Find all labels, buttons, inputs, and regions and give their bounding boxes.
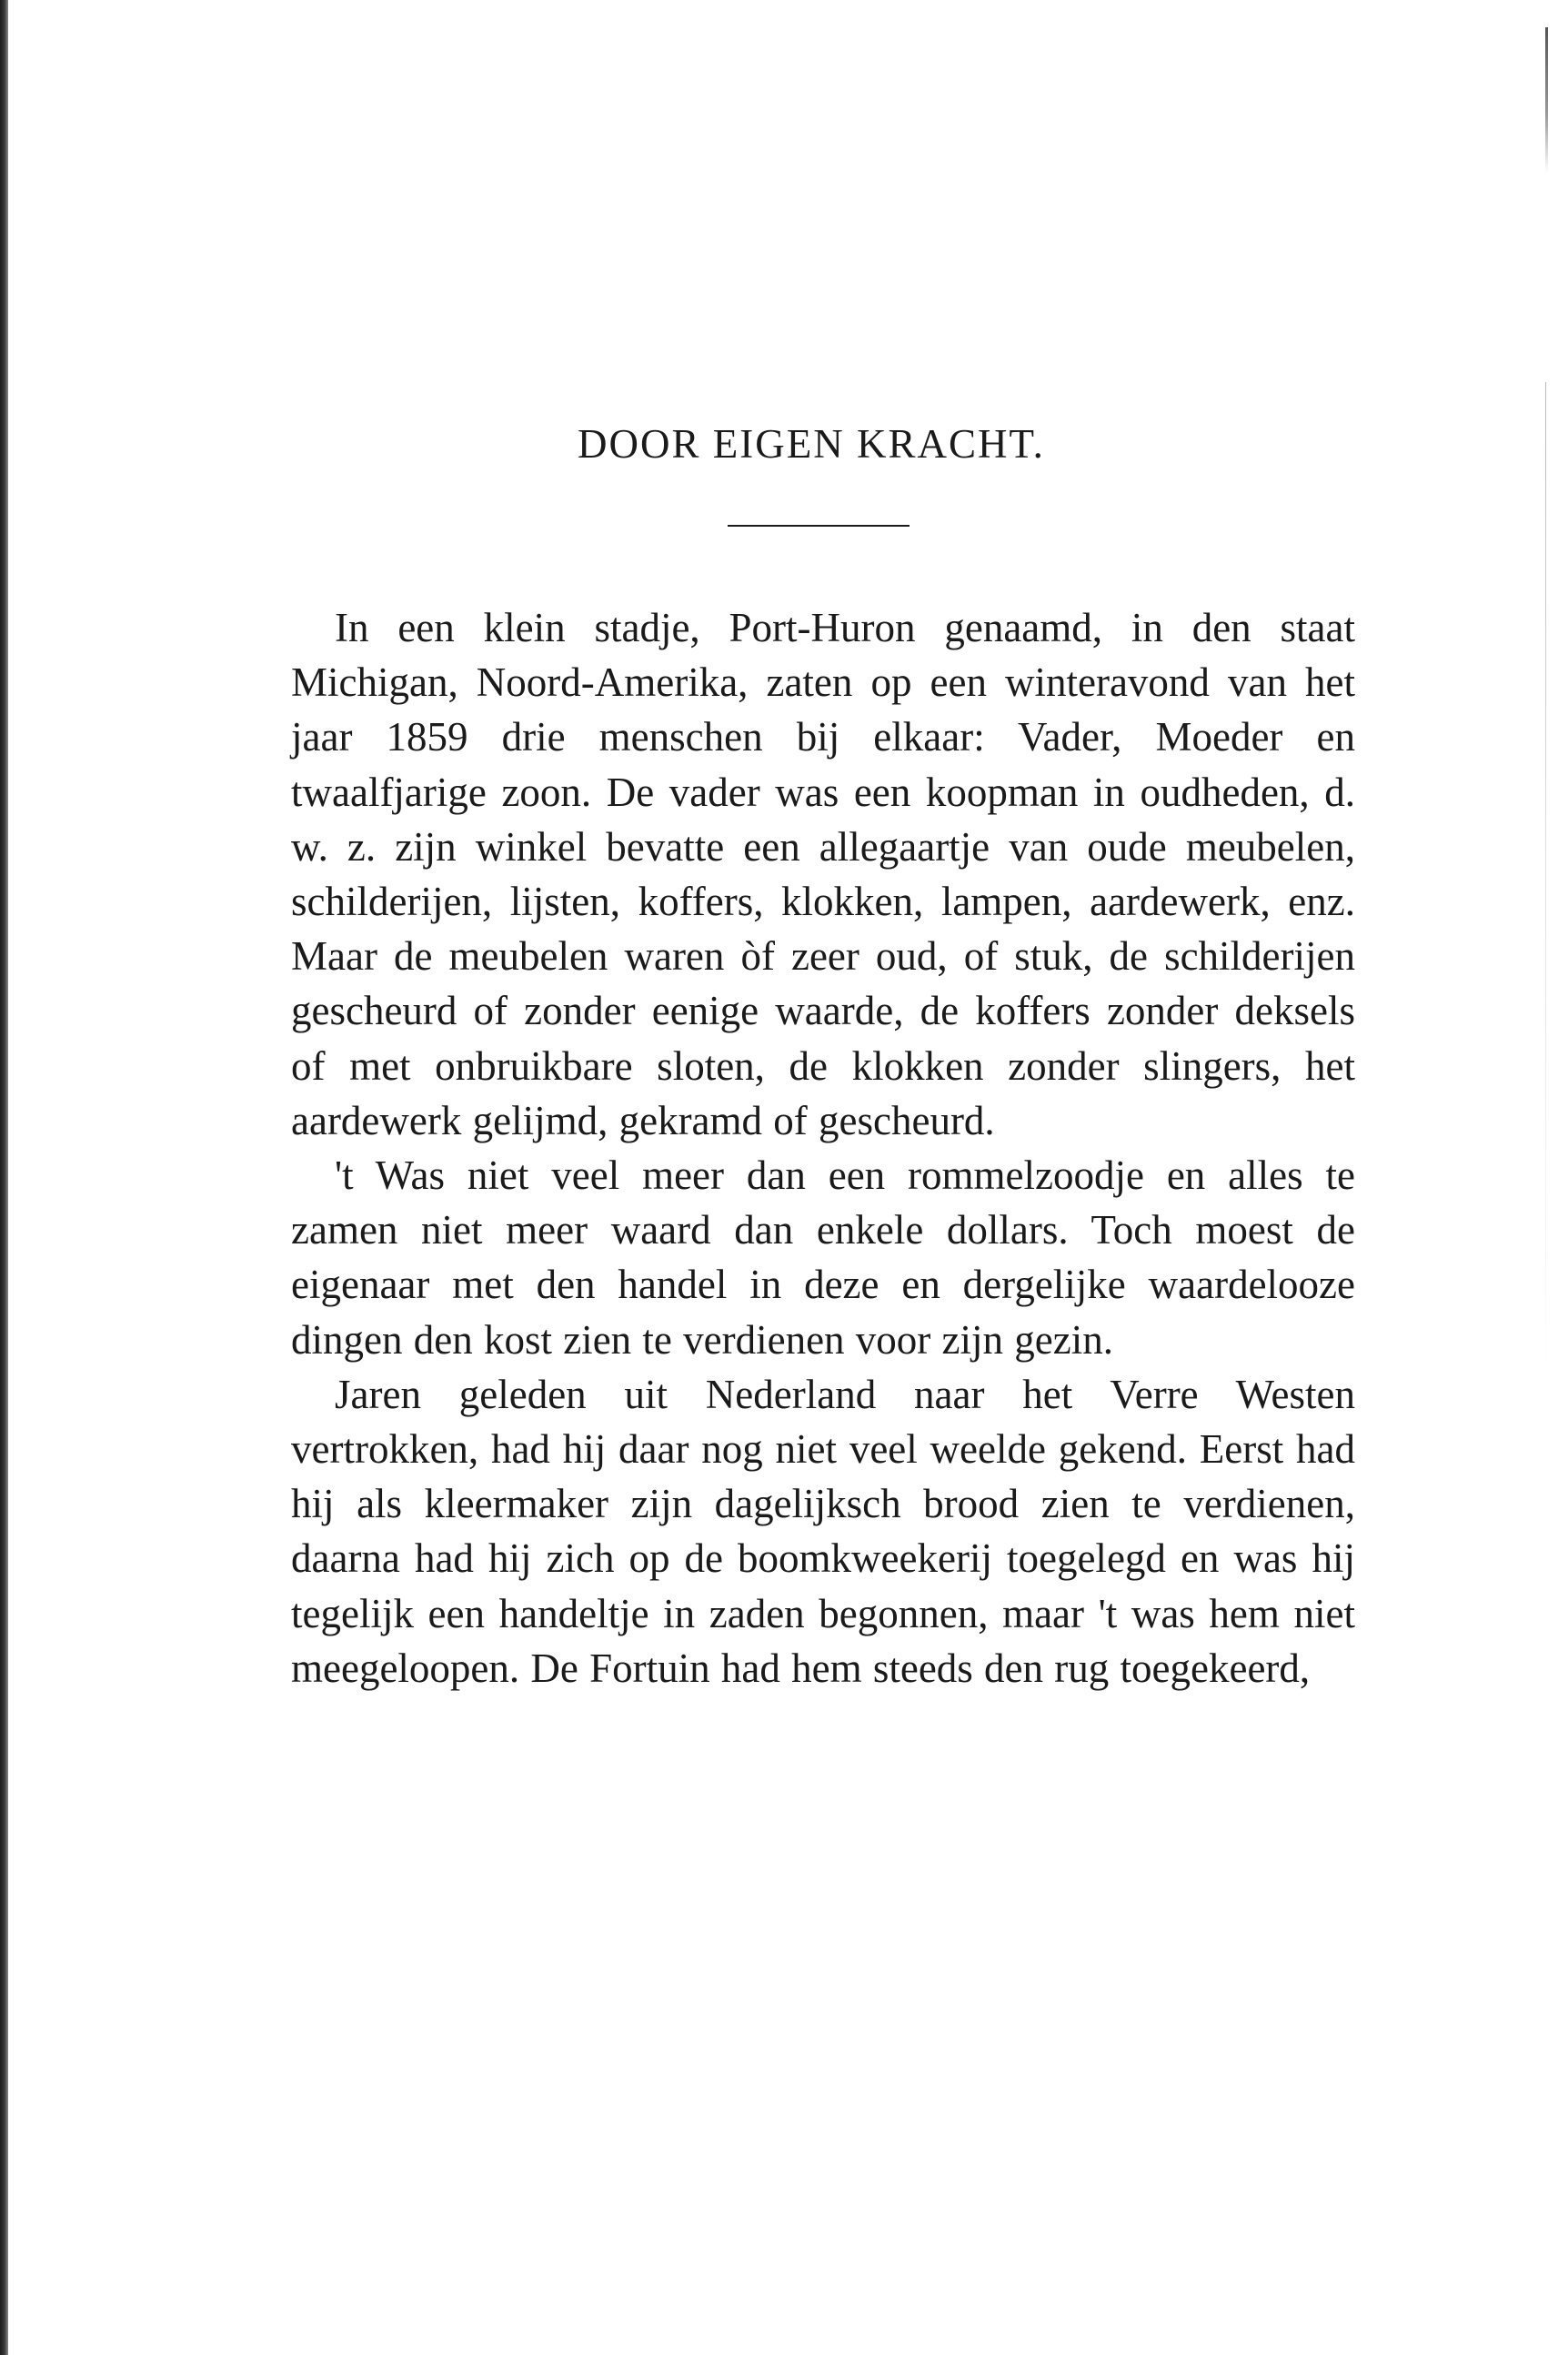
chapter-title: DOOR EIGEN KRACHT. [578, 421, 1045, 467]
paragraph-2: 't Was niet veel meer dan een rommelzoodje en alles te zamen niet meer waard dan enkele dollars. Toch moest de eigenaar met den handel in deze en dergelijke waardelooze dingen den kost zien te verdienen voor zijn gezin. [291, 1152, 1355, 1363]
page-right-edge-shadow [1545, 27, 1548, 173]
paragraph-3: Jaren geleden uit Nederland naar het Verre Westen vertrokken, had hij daar nog niet veel weelde gekend. Eerst had hij als kleermaker zijn dagelijksch brood zien te verdienen, daarna had hij zich op de boomkweekerij toegelegd en was hij tegelijk een handeltje in zaden begonnen, maar 't was hem niet meegeloopen. De Fortuin had hem steeds den rug toegekeerd, [291, 1371, 1355, 1691]
paragraph-1: In een klein stadje, Port-Huron genaamd, in den staat Michigan, Noord-Amerika, zaten op een winteravond van het jaar 1859 drie menschen bij elkaar: Vader, Moeder en twaalfjarige zoon. De vader was een koopman in oudheden, d. w. z. zijn winkel bevatte een allegaartje van oude meubelen, schilderijen, lijsten, koffers, klokken, lampen, aardewerk, enz. Maar de meubelen waren òf zeer oud, of stuk, de schilderijen gescheurd of zonder eenige waarde, de koffers zonder deksels of met onbruikbare sloten, de klokken zonder slingers, het aardewerk gelijmd, gekramd of gescheurd. [291, 605, 1355, 1143]
page-right-edge-faint [1545, 382, 1546, 1383]
body-text [291, 600, 1355, 1696]
title-divider [728, 525, 910, 527]
page-binding-edge [0, 0, 8, 2355]
